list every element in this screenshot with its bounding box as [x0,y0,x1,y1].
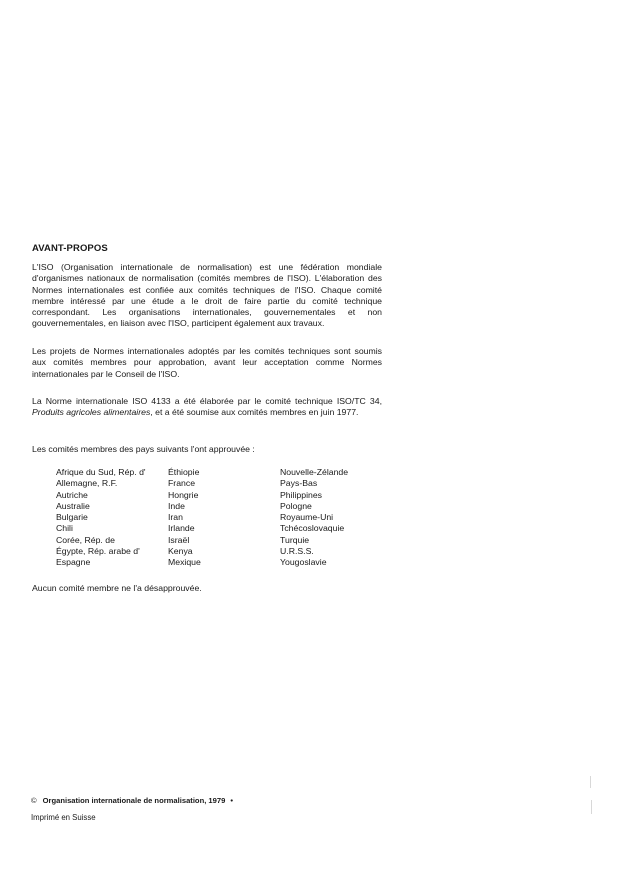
countries-column-3 [280,467,348,569]
country-item: Pologne [280,500,312,511]
scan-mark [590,776,591,788]
country-item: Bulgarie [56,512,88,523]
country-item: Irlande [168,523,195,534]
country-item: Turquie [280,534,310,545]
country-item: U.R.S.S. [280,546,314,557]
country-item: Yougoslavie [280,557,327,568]
bullet-icon: • [230,796,233,805]
copyright-icon: © [31,796,37,805]
standard-origin-text: La Norme internationale ISO 4133 a été élaborée par le comité technique ISO/TC 34, [32,396,382,406]
scan-mark [591,800,592,814]
countries-column-1 [56,467,146,569]
country-item: Allemagne, R.F. [56,478,118,489]
country-item: Royaume-Uni [280,512,334,523]
country-item: Philippines [280,489,323,500]
country-item: Mexique [168,557,201,568]
standard-origin-text-end: , et a été soumise aux comités membres en juin 1977. [150,407,359,418]
foreword-paragraph-approval-process: Les projets de Normes internationales adoptés par les comités techniques sont soumis aux comités membres pour approbation, avant leur acceptation comme Normes internationales par le Conseil de l'ISO. [32,346,382,379]
disapproval-statement: Aucun comité membre ne l'a désapprouvée. [32,583,202,593]
country-item: Autriche [56,489,88,500]
country-item: Nouvelle-Zélande [280,467,349,477]
country-item: Égypte, Rép. arabe d' [56,546,140,557]
country-item: Iran [168,512,183,523]
countries-column-2 [168,467,201,569]
country-item: Hongrie [168,489,199,500]
country-item: France [168,478,196,489]
foreword-heading: AVANT-PROPOS [32,243,108,254]
country-item: Tchécoslovaquie [280,523,345,534]
copyright-text: Organisation internationale de normalisation, 1979 [42,796,226,805]
country-item: Chili [56,523,73,534]
country-item: Éthiopie [168,467,200,477]
country-item: Israël [168,534,190,545]
country-item: Espagne [56,557,91,568]
copyright-notice [31,796,233,805]
country-item: Afrique du Sud, Rép. d' [56,467,146,477]
approval-intro: Les comités membres des pays suivants l'ont approuvée : [32,444,255,454]
country-item: Australie [56,500,90,511]
foreword-paragraph-iso-description: L'ISO (Organisation internationale de normalisation) est une fédération mondiale d'organismes nationaux de normalisation (comités membres de l'ISO). L'élaboration des Normes internationales est confiée aux comités techniques de l'ISO. Chaque comité membre intéressé par une étude a le droit de faire partie du comité technique correspondant. Les organisations internationales, gouvernementales et non gouvernementales, en liaison avec l'ISO, participent également aux travaux. [32,262,382,329]
country-item: Inde [168,500,185,511]
committee-title: Produits agricoles alimentaires [32,407,151,418]
foreword-paragraph-standard-origin [32,396,382,419]
country-item: Corée, Rép. de [56,534,115,545]
printed-in-notice: Imprimé en Suisse [31,813,96,822]
approving-countries-list [0,467,622,577]
country-item: Pays-Bas [280,478,318,489]
country-item: Kenya [168,546,193,557]
